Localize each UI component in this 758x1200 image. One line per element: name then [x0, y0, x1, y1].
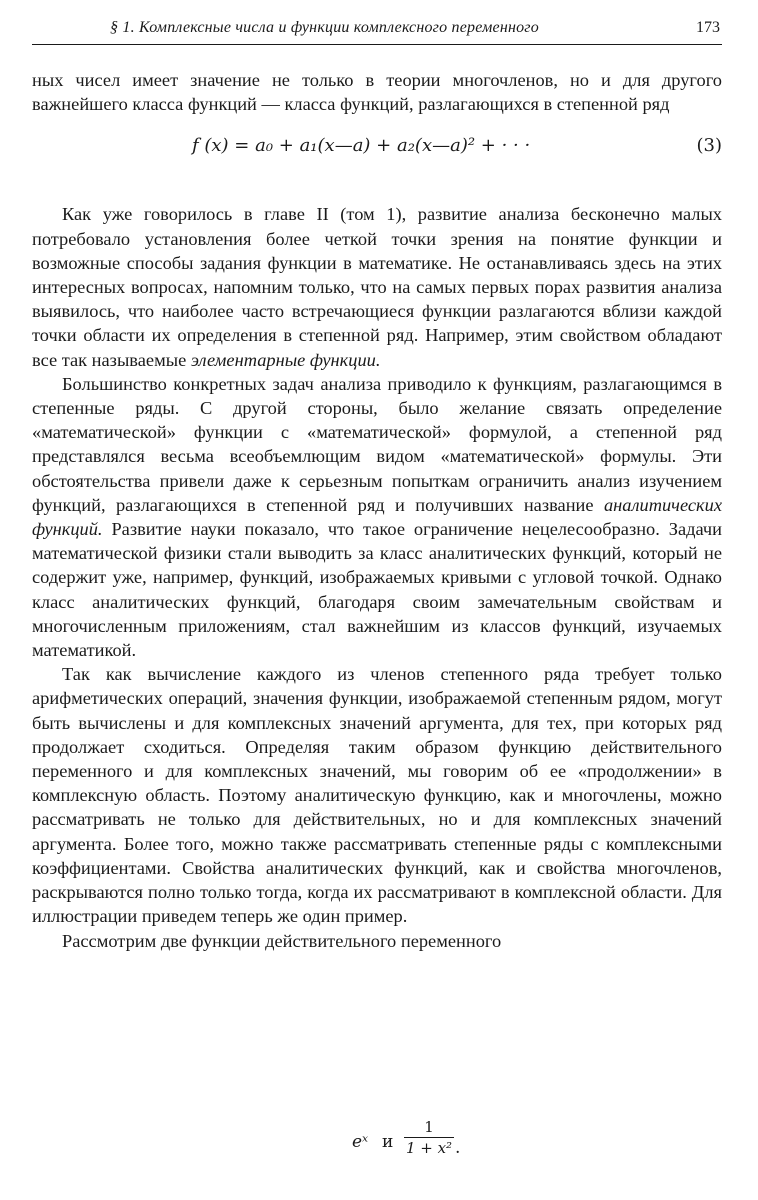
paragraph-analytic-functions-text-b: Развитие науки показало, что такое ограничение нецелесообразно. Задачи математической физики стали выводить за класс аналитических функций, который не содержит уже, например, функций, изображаемых кривыми с угловой точкой. Однако класс аналитических функций, благодаря своим замечательным свойствам и многочисленным приложениям, стал важнейшим из классов функций, изучаемых математикой. — [32, 519, 722, 661]
running-head-title: § 1. Комплексные числа и функции комплексного переменного — [110, 19, 539, 36]
formula-3-number: (3) — [696, 135, 722, 157]
term-analytic-functions: аналитических функций. — [32, 494, 722, 540]
example-functions-formula — [352, 1118, 512, 1168]
page-number: 173 — [696, 19, 720, 36]
paragraph-analysis-history-text: Как уже говорилось в главе II (том 1), развитие анализа бесконечно малых потребовало установления более четкой точки зрения на понятие функции и возможные способы задания функции в математике. Не останавливаясь здесь на этих интересных вопросах, напомним только, что на самых первых порах развития анализа выявилось, что наиболее часто встречающиеся функции разлагаются вблизи каждой точки области их определения в степенной ряд. Например, этим свойством обладают все так называемые — [32, 204, 722, 370]
conjunction: и — [382, 1132, 394, 1152]
formula-period: . — [455, 1138, 461, 1158]
formula-3-expression: f (x) = a₀ + a₁(x—a) + a₂(x—a)² + · · · — [192, 135, 531, 157]
book-page — [32, 0, 722, 1200]
paragraph-gap — [32, 182, 722, 202]
fraction — [404, 1118, 454, 1157]
paragraph-analytic-functions-text-a: Большинство конкретных задач анализа приводило к функциям, разлагающимся в степенные ряды. С другой стороны, было желание связать определение «математической» функции с «математической» формулой, а степенной ряд представлялся весьма всеобъемлющим видом «математической» формулы. Эти обстоятельства привели даже к серьезным попыткам ограничить анализ изучением функций, разлагающихся в степенной ряд и получивших название — [32, 373, 722, 515]
fraction-bar — [404, 1137, 454, 1138]
running-head — [32, 16, 722, 45]
paragraph-complex-continuation: Так как вычисление каждого из членов степенного ряда требует только арифметических операций, значения функции, изображаемой степенным рядом, могут быть вычислены и для комплексных значений аргумента, для тех, при которых ряд продолжает сходиться. Определяя таким образом функцию действительного переменного и для комплексных значений, мы говорим об ее «продолжении» в комплексную область. Поэтому аналитическую функцию, как и многочлены, можно рассматривать не только для действительных, но и для комплексных значений аргумента. Более того, можно также рассматривать степенные ряды с комплексными коэффициентами. Свойства аналитических функций, как и свойства многочленов, раскрываются полно только тогда, когда их рассматривают в комплексной области. Для иллюстрации приведем теперь же один пример. — [32, 664, 722, 927]
fraction-numerator: 1 — [424, 1118, 434, 1136]
paragraph-analysis-history — [32, 202, 722, 371]
paragraph-example-intro: Рассмотрим две функции действительного переменного — [62, 930, 502, 951]
fraction-denominator: 1 + x² — [405, 1139, 453, 1157]
term-elementary-functions: элементарные функции. — [190, 349, 381, 370]
paragraph-analytic-functions — [32, 372, 722, 662]
exp-function: eˣ — [352, 1132, 369, 1152]
formula-3 — [32, 122, 722, 178]
body-text — [32, 68, 722, 953]
paragraph-continuation: ных чисел имеет значение не только в теории многочленов, но и для другого важнейшего класса функций — класса функций, разлагающихся в степенной ряд — [32, 70, 722, 115]
